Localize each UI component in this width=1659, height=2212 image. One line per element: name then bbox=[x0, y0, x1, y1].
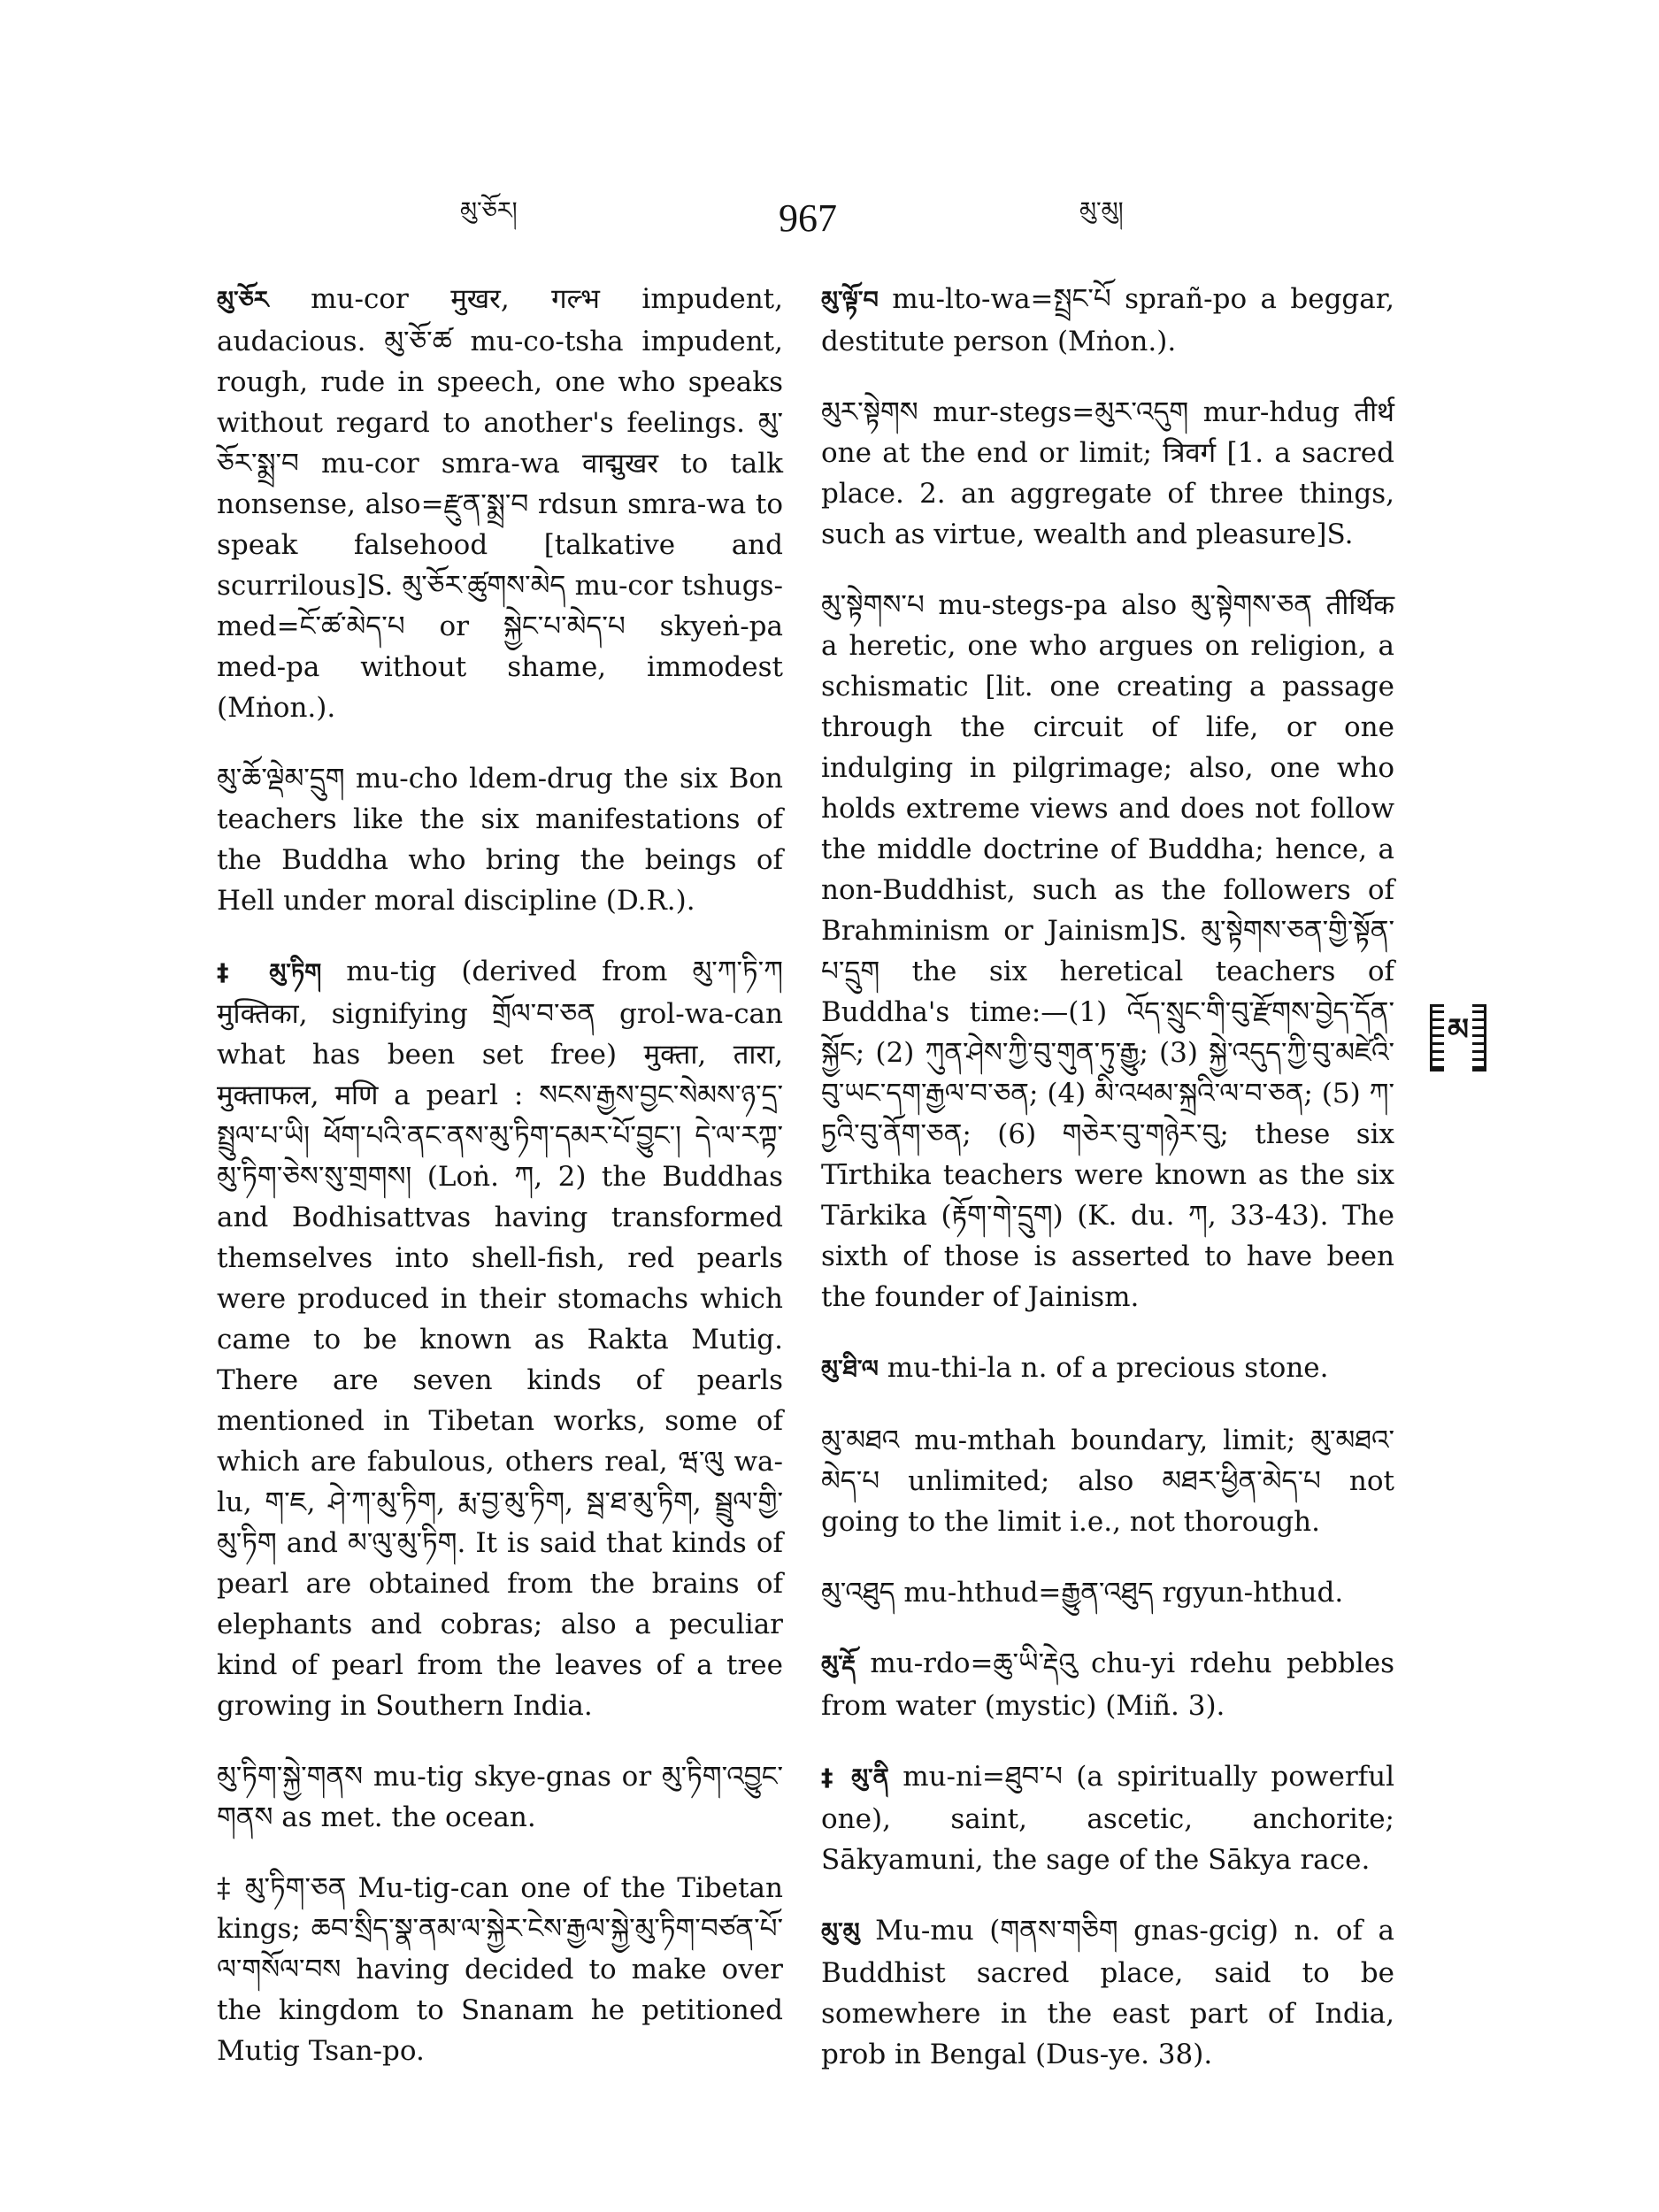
entry-text: མུ་ཆོ་ལྡེམ་དྲུག mu-cho ldem-drug the six Bon teachers like the six manifestations of the Buddha who bring the beings of Hell under moral discipline (D.R.). bbox=[217, 763, 783, 917]
entry-headword: མུ་ཅོར bbox=[217, 287, 269, 314]
entry-mu-rdo bbox=[821, 1643, 1394, 1726]
entry-text: Mu-mu (གནས་གཅིག gnas-gcig) n. of a Buddhist sacred place, said to be somewhere in the east part of India, prob in Bengal (Dus-ye. 38). bbox=[821, 1915, 1394, 2070]
entry-text: mu-thi-la n. of a precious stone. bbox=[887, 1352, 1329, 1384]
entry-mu-mu bbox=[821, 1910, 1394, 2075]
entry-text: མུར་སྟེགས mur-stegs=མུར་འདུག mur-hdug तीर्थ one at the end or limit; त्रिवर्ग [1. a sacred place. 2. an aggregate of three things, such as virtue, wealth and pleasure]S. bbox=[821, 396, 1394, 550]
left-column bbox=[217, 279, 783, 2101]
entry-headword: ‡ མུ་ནི bbox=[821, 1764, 889, 1792]
entry-mu-mthah bbox=[821, 1420, 1394, 1542]
running-head-right: མུ་མུ། bbox=[1079, 197, 1124, 225]
entry-mu-tig-can bbox=[217, 1868, 783, 2071]
entry-mu-tig bbox=[217, 951, 783, 1726]
entry-headword: མུ་རྡོ bbox=[821, 1651, 856, 1678]
entry-text: mu-lto-wa=སྤྲང་པོ sprañ-po a beggar, destitute person (Mṅon.). bbox=[821, 283, 1395, 357]
entry-text: མུ་འཐུད mu-hthud=རྒྱུན་འཐུད rgyun-hthud. bbox=[821, 1577, 1344, 1609]
entry-mu-stegs-pa bbox=[821, 585, 1394, 1317]
thumb-index-letter: མ bbox=[1444, 995, 1472, 1080]
entry-text: mu-cor मुखर, गल्भ impudent, audacious. མུ་ཅོ་ཚ mu-co-tsha impudent, rough, rude in speech, one who speaks without regard to another's feelings. མུ་ཅོར་སྨྲ་བ mu-cor smra-wa वाद्मुखर to talk nonsense, also=རྫུན་སྨྲ་བ rdsun smra-wa to speak falsehood [talkative and scurrilous]S. མུ་ཅོར་ཚུགས་མེད mu-cor tshugs-med=ངོ་ཚ་མེད་པ or སྐྱེང་པ་མེད་པ skyeṅ-pa med-pa without shame, immodest (Mṅon.). bbox=[217, 283, 783, 724]
entry-text: mu-ni=ཐུབ་པ (a spiritually powerful one), saint, ascetic, anchorite; Sākyamuni, the sage of the Sākya race. bbox=[821, 1761, 1394, 1876]
running-head-left: མུ་ཅོར། bbox=[460, 197, 518, 225]
entry-mur-stegs bbox=[821, 392, 1394, 555]
entry-headword: མུ་ཐི་ལ bbox=[821, 1356, 879, 1383]
entry-headword: ‡ མུ་ཏིག bbox=[217, 959, 322, 987]
entry-text: མུ་མཐའ mu-mthah boundary, limit; མུ་མཐའ་མེད་པ unlimited; also མཐར་ཕྱིན་མེད་པ not going to the limit i.e., not thorough. bbox=[821, 1425, 1394, 1538]
page-number: 967 bbox=[779, 196, 837, 240]
entry-headword: མུ་ལྟོ་བ bbox=[821, 287, 879, 314]
entry-text: མུ་སྟེགས་པ mu-stegs-pa also མུ་སྟེགས་ཅན तीर्थिक a heretic, one who argues on religion, a schismatic [lit. one creating a passage through the circuit of life, or one indulging in pilgrimage; also, one who holds extreme views and does not follow the middle doctrine of Buddha; hence, a non-Buddhist, such as the followers of Brahminism or Jainism]S. མུ་སྟེགས་ཅན་གྱི་སྟོན་པ་དྲུག the six heretical teachers of Buddha's time:—(1) འོད་སྲུང་གི་བུ་རྫོགས་བྱེད་དོན་སྐྱོང; (2) ཀུན་ཤེས་ཀྱི་བུ་གུན་ཏུ་རྒྱུ; (3) སྐྱེ་འདུད་ཀྱི་བུ་མཛེའི་བུ་ཡང་དག་རྒྱལ་བ་ཅན; (4) མི་འཕམ་སྐྲའི་ལ་བ་ཅན; (5) ཀ་ཏྱའི་བུ་ནོག་ཅན; (6) གཅེར་བུ་གཉེར་བུ; these six Tīrthika teachers were known as the six Tārkika (རྟོག་གེ་དྲུག) (K. du. ཀ, 33-43). The sixth of those is asserted to have been the founder of Jainism. bbox=[821, 589, 1394, 1313]
entry-mu-cor bbox=[217, 279, 783, 728]
right-column bbox=[821, 279, 1394, 2105]
entry-text: mu-tig (derived from མུ་ཀ་ཏི་ཀ मुक्तिका, signifying གྲོལ་བ་ཅན grol-wa-can what has been set free) मुक्ता, तारा, मुक्ताफल, मणि a pearl : སངས་རྒྱས་བྱང་སེམས་ཉ་དྲ་སྤྲུལ་པ་ཡི། ཕོག་པའི་ནང་ནས་མུ་ཏིག་དམར་པོ་བྱུང་། དེ་ལ་རཀྟ་མུ་ཏིག་ཅེས་སུ་གྲགས། (Loṅ. ཀ, 2) the Buddhas and Bodhisattvas having transformed themselves into shell-fish, red pearls were produced in their stomachs which came to be known as Rakta Mutig. There are seven kinds of pearls mentioned in Tibetan works, some of which are fabulous, others real, ཝ་ལུ wa-lu, ག་ཇ, ཤེ་ཀ་མུ་ཏིག, རྨ་བྱ་མུ་ཏིག, སྦ་ཐ་མུ་ཏིག, སྦྲུལ་གྱི་མུ་ཏིག and མ་ལུ་མུ་ཏིག. It is said that kinds of pearl are obtained from the brains of elephants and cobras; also a peculiar kind of pearl from the leaves of a tree growing in Southern India. bbox=[217, 956, 783, 1722]
entry-mu-cho-ldem-drug bbox=[217, 758, 783, 921]
entry-mu-ni bbox=[821, 1756, 1394, 1880]
entry-text: མུ་ཏིག་སྐྱེ་གནས mu-tig skye-gnas or མུ་ཏིག་འབྱུང་གནས as met. the ocean. bbox=[217, 1761, 783, 1833]
entry-headword: མུ་མུ bbox=[821, 1918, 860, 1946]
entry-mu-tig-skye-gnas bbox=[217, 1756, 783, 1838]
entry-mu-lto-wa bbox=[821, 279, 1394, 362]
thumb-index-tab bbox=[1430, 1004, 1486, 1071]
entry-mu-hthud bbox=[821, 1572, 1394, 1613]
entry-mu-thi-la bbox=[821, 1348, 1394, 1390]
entry-text: ‡ མུ་ཏིག་ཅན Mu-tig-can one of the Tibetan kings; ཆབ་སྲིད་སྣ་ནམ་ལ་སྐྱེར་ངེས་རྒྱལ་སྐྱེ་མུ་ཏིག་བཙན་པོ་ལ་གསོལ་བས having decided to make over the kingdom to Snanam he petitioned Mutig Tsan-po. bbox=[217, 1872, 783, 2067]
entry-text: mu-rdo=ཆུ་ཡི་རྡེའུ chu-yi rdehu pebbles from water (mystic) (Miñ. 3). bbox=[821, 1647, 1395, 1722]
